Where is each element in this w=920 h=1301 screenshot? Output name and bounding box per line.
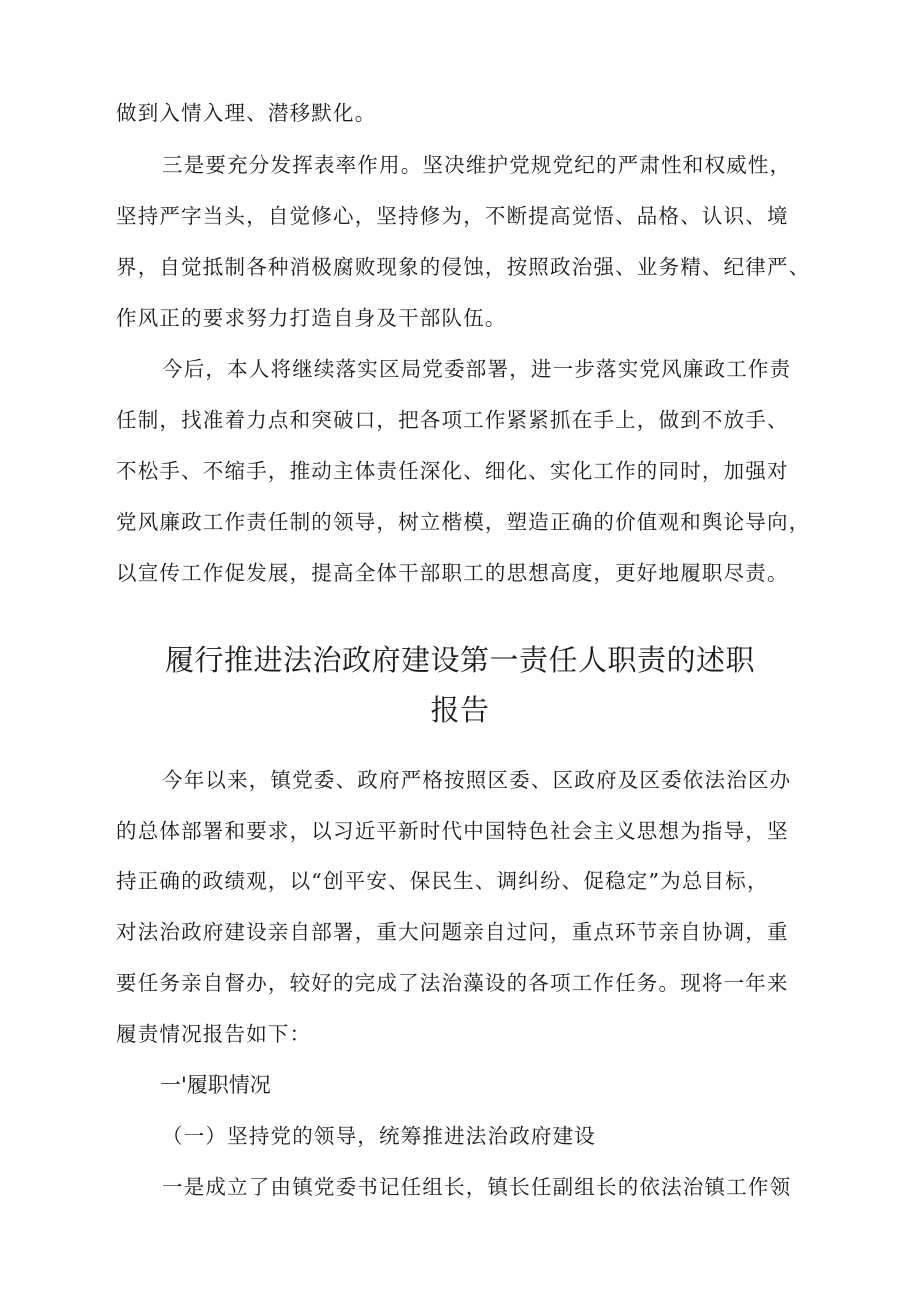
paragraph-line: 作风正的要求努力打造自身及干部队伍。	[116, 306, 507, 330]
paragraph-line: 做到入情入理、潜移默化。	[116, 101, 377, 125]
paragraph-line: 今后，本人将继续落实区局党委部署，进一步落实党风廉政工作责	[162, 357, 792, 381]
report-title-line-2: 报告	[430, 693, 490, 727]
section-heading: 一'履职情况	[160, 1073, 271, 1097]
paragraph-line: 三是要充分发挥表率作用。坚决维护党规党纪的严肃性和权威性，	[162, 153, 792, 177]
paragraph-line: 持正确的政绩观，以“创平安、保民生、调纠纷、促稳定”为总目标，	[116, 869, 769, 893]
subsection-heading: （一）坚持党的领导，统筹推进法治政府建设	[162, 1124, 596, 1148]
paragraph-line: 坚持严字当头，自觉修心，坚持修为，不断提高觉悟、品格、认识、境	[116, 204, 789, 228]
paragraph-line: 不松手、不缩手，推动主体责任深化、细化、实化工作的同时，加强对	[116, 459, 789, 483]
paragraph-line: 一是成立了由镇党委书记任组长，镇长任副组长的依法治镇工作领	[162, 1175, 792, 1199]
paragraph-line: 对法治政府建设亲自部署，重大问题亲自过问，重点环节亲自协调，重	[116, 920, 789, 944]
paragraph-line: 要任务亲自督办，较好的完成了法治藻设的各项工作任务。现将一年来	[116, 971, 789, 995]
paragraph-line: 履责情况报告如下：	[116, 1022, 312, 1046]
paragraph-line: 的总体部署和要求，以习近平新时代中国特色社会主义思想为指导，坚	[116, 819, 789, 843]
paragraph-line: 任制，找准着力点和突破口，把各项工作紧紧抓在手上，做到不放手、	[116, 408, 789, 432]
paragraph-line: 以宣传工作促发展，提高全体干部职工的思想高度，更好地履职尽责。	[116, 561, 789, 585]
paragraph-line: 党风廉政工作责任制的领导，树立楷模，塑造正确的价值观和舆论导向，	[116, 510, 811, 534]
paragraph-line: 界，自觉抵制各种消极腐败现象的侵蚀，按照政治强、业务精、纪律严、	[116, 255, 811, 279]
paragraph-line: 今年以来，镇党委、政府严格按照区委、区政府及区委依法治区办	[162, 768, 792, 792]
report-title-line-1: 履行推进法治政府建设第一责任人职责的述职	[164, 643, 755, 677]
